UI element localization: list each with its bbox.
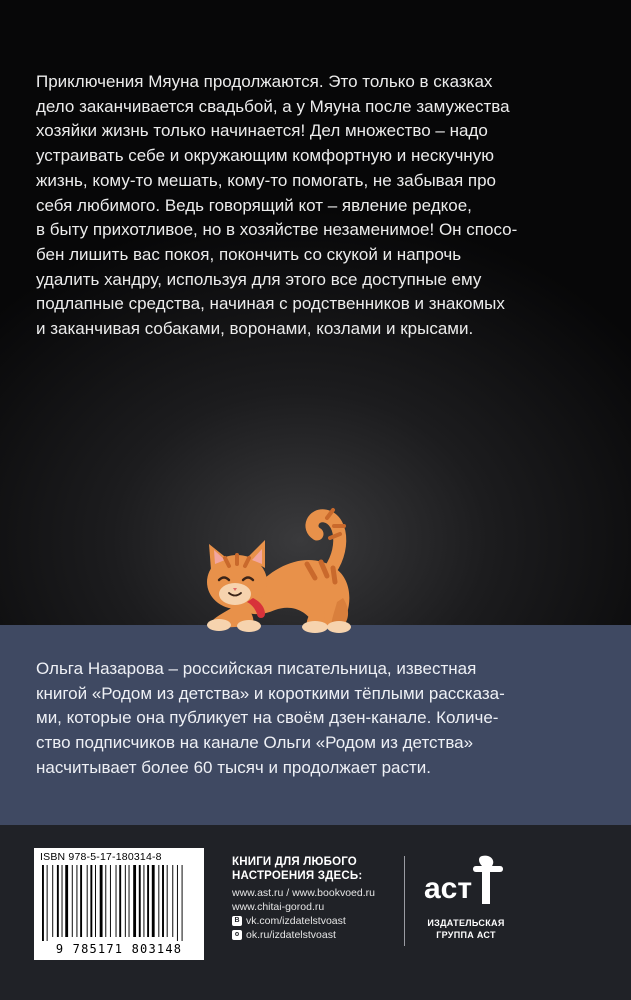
author-line: книгой «Родом из детства» и короткими тёплыми рассказа- xyxy=(36,683,505,703)
blurb-line: подлапные средства, начиная с родственников и знакомых xyxy=(36,294,505,314)
promo-block xyxy=(232,855,375,942)
blurb-line: дело заканчивается свадьбой, а у Мяуна после замужества xyxy=(36,96,510,116)
blurb-line: Приключения Мяуна продолжаются. Это только в сказках xyxy=(36,72,493,91)
author-line: Ольга Назарова – российская писательница, известная xyxy=(36,659,477,678)
book-blurb xyxy=(36,70,598,342)
store-links: www.ast.ru / www.bookvoed.ru xyxy=(232,887,375,899)
vk-url: vk.com/izdatelstvoast xyxy=(246,915,346,927)
blurb-line: себя любимого. Ведь говорящий кот – явление редкое, xyxy=(36,195,472,215)
stretching-cat-illustration xyxy=(195,498,385,638)
publisher-label xyxy=(410,917,522,941)
ok-link xyxy=(232,928,375,942)
isbn-text: ISBN 978-5-17-180314-8 xyxy=(40,851,162,863)
blurb-line: жизнь, кому-то мешать, кому-то помогать, не забывая про xyxy=(36,170,497,190)
ok-icon: о xyxy=(232,930,242,940)
blurb-line: хозяйки жизнь только начинается! Дел множество – надо xyxy=(36,121,488,141)
publisher-label-line: ГРУППА АСТ xyxy=(436,930,496,940)
barcode-icon xyxy=(42,865,196,941)
blurb-line: удалить хандру, используя для этого все доступные ему xyxy=(36,269,482,289)
author-line: ми, которые она публикует на своём дзен-канале. Количе- xyxy=(36,708,499,728)
store-links: www.chitai-gorod.ru xyxy=(232,901,325,913)
author-line: насчитывает более 60 тысяч и продолжает расти. xyxy=(36,757,432,777)
barcode-number: 9 785171 803148 xyxy=(55,942,183,956)
blurb-line: и заканчивая собаками, воронами, козлами и крысами. xyxy=(36,319,474,339)
promo-heading: НАСТРОЕНИЯ ЗДЕСЬ: xyxy=(232,870,363,882)
publisher-label-line: ИЗДАТЕЛЬСКАЯ xyxy=(427,918,505,928)
blurb-line: устраивать себе и окружающим комфортную и нескучную xyxy=(36,146,494,166)
vk-link xyxy=(232,914,375,928)
cat-icon xyxy=(195,498,385,638)
isbn-barcode xyxy=(34,848,204,960)
vk-icon: В xyxy=(232,916,242,926)
author-bio xyxy=(36,657,598,781)
promo-heading: КНИГИ ДЛЯ ЛЮБОГО xyxy=(232,856,357,868)
ast-logo-icon xyxy=(420,852,510,912)
ok-url: ok.ru/izdatelstvoast xyxy=(246,929,336,941)
logo-text: аст xyxy=(424,872,473,905)
author-line: ство подписчиков на канале Ольги «Родом из детства» xyxy=(36,733,474,753)
blurb-line: бен лишить вас покоя, покончить со скукой и напрочь xyxy=(36,244,462,264)
blurb-line: в быту прихотливое, но в хозяйстве незаменимое! Он спосо- xyxy=(36,220,518,240)
divider xyxy=(404,856,405,946)
